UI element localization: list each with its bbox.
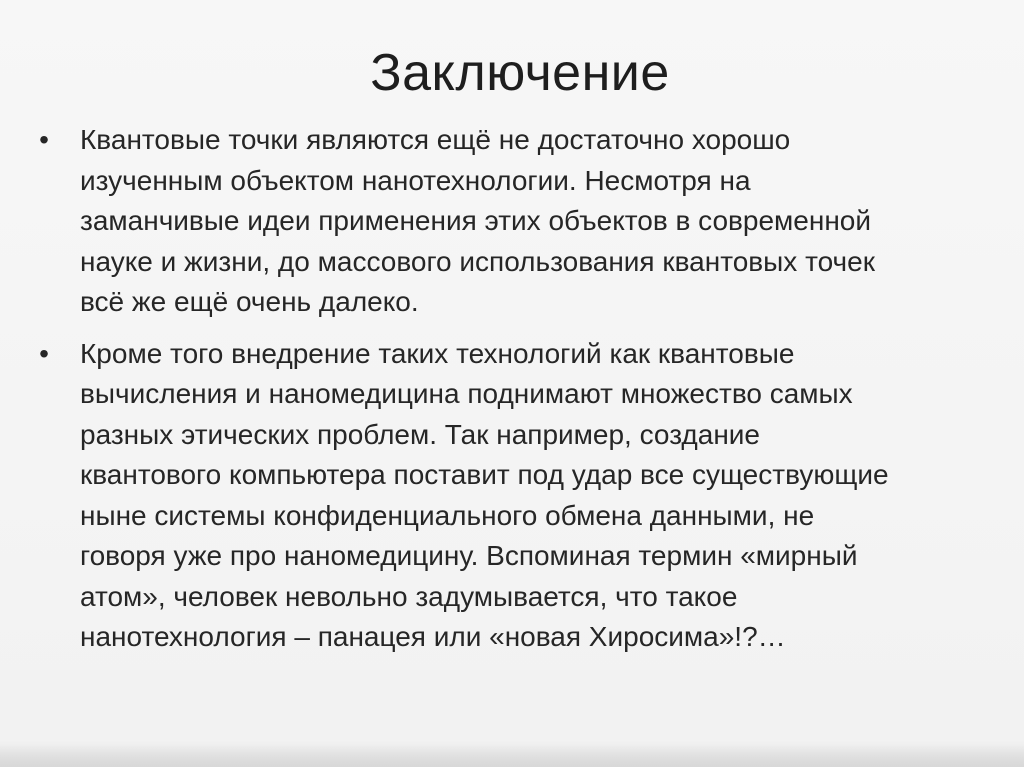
slide-title: Заключение [370, 44, 670, 102]
bullet-2-line-1: Кроме того внедрение таких технологий как квантовые [80, 337, 795, 369]
bullet-2-line-8: нанотехнология – панацея или «новая Хиросима»!?… [80, 621, 786, 652]
bullet-2-line-2: вычисления и наномедицина поднимают множество самых [80, 378, 853, 409]
bullet-2-line-3: разных этических проблем. Так например, создание [80, 418, 760, 450]
bullet-2-line-5: ныне системы конфиденциального обмена данными, не [80, 499, 815, 531]
bullet-marker: • [39, 337, 49, 369]
bullet-1-line-5: всё же ещё очень далеко. [80, 286, 419, 317]
bullet-1-line-4: науке и жизни, до массового использования квантовых точек [80, 245, 875, 277]
bullet-item-2 [34, 334, 1024, 658]
bullet-2-line-4: квантового компьютера поставит под удар все существующие [80, 459, 889, 490]
bullet-1-line-3: заманчивые идеи применения этих объектов в современной [80, 205, 872, 236]
slide-bottom-edge [0, 745, 1024, 767]
bullet-2-line-7: атом», человек невольно задумывается, что такое [80, 580, 738, 612]
bullet-marker: • [39, 124, 49, 155]
bullet-item-1 [34, 120, 1024, 323]
bullet-2-line-6: говоря уже про наномедицину. Вспоминая термин «мирный [80, 540, 858, 571]
bullet-list [34, 120, 1024, 658]
bullet-1-line-1: Квантовые точки являются ещё не достаточно хорошо [80, 124, 791, 155]
bullet-1-line-2: изученным объектом нанотехнологии. Несмотря на [80, 164, 751, 196]
